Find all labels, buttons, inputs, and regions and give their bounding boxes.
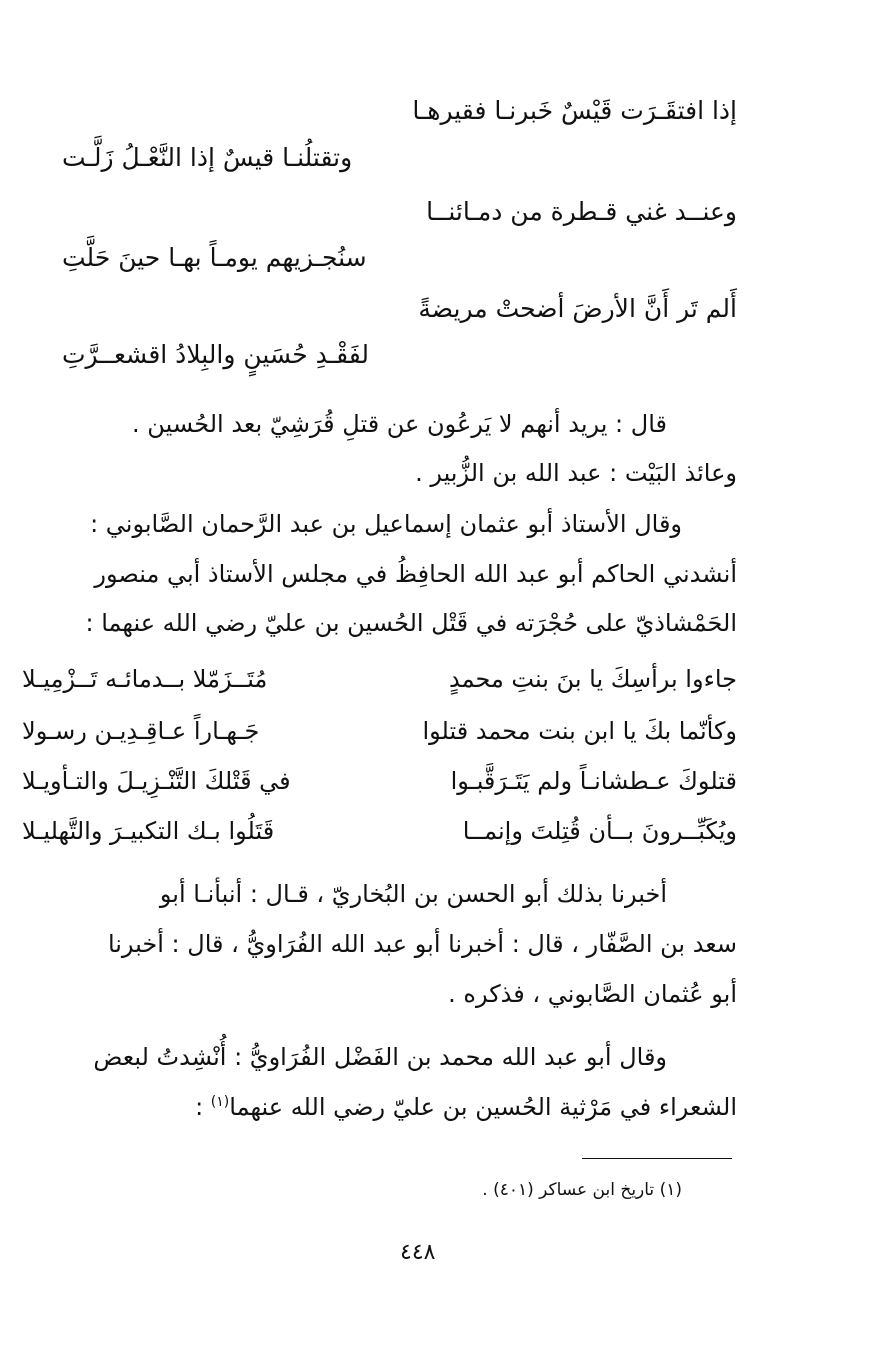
footnote-reference: (١) (210, 1094, 230, 1110)
poem-line-1-left: مُتَــزَمّلا بــدمائـه تَــزْمِيـلا (22, 665, 268, 693)
prose-4-line-1: وقال أبو عبد الله محمد بن الفَضْل الفُرَاويُّ : أُنْشِدتُ لبعض (93, 1043, 667, 1071)
footnote-rule (582, 1158, 732, 1159)
poem-line-2-right: وكأنّما بكَ يا ابن بنت محمد قتلوا (422, 717, 737, 745)
verse-2-first-hemistich: وعنــد غني قـطرة من دمـائنــا (426, 197, 737, 226)
poem-line-4-left: قَتَلُوا بـك التكبيـرَ والتَّهليـلا (22, 817, 275, 845)
poem-line-4-right: ويُكَبِّــرونَ بــأن قُتِلتَ وإنمــا (462, 817, 737, 845)
poem-line-3-left: في قَتْلكَ التَّنْـزِيـلَ والتـأويـلا (22, 767, 291, 795)
prose-2-line-2: أنشدني الحاكم أبو عبد الله الحافِظُ في مجلس الأستاذ أبي منصور (94, 560, 737, 588)
verse-2-second-hemistich: سنُجـزيهم يومـاً بهـا حينَ حَلَّتِ (62, 243, 367, 272)
verse-3-second-hemistich: لفَقْـدِ حُسَينٍ والبِلادُ اقشعــرَّتِ (62, 340, 369, 369)
verse-3-first-hemistich: أَلم تَر أَنَّ الأرضَ أضحتْ مريضةً (418, 294, 737, 323)
prose-4-line-2-end: : (195, 1093, 211, 1121)
poem-line-3-right: قتلوكَ عـطشانـاً ولم يَتَـرَقَّبـوا (450, 767, 737, 795)
verse-1-first-hemistich: إذا افتقَـرَت قَيْسٌ خَبرنـا فقيرهـا (412, 96, 737, 125)
page-number: ٤٤٨ (400, 1240, 436, 1265)
prose-1-line-2: وعائذ البَيْت : عبد الله بن الزُّبير . (415, 459, 737, 487)
poem-line-1-right: جاءوا برأسِكَ يا بنَ بنتِ محمدٍ (448, 665, 737, 693)
prose-2-line-1: وقال الأستاذ أبو عثمان إسماعيل بن عبد الرَّحمان الصَّابوني : (90, 510, 682, 538)
prose-3-line-1: أخبرنا بذلك أبو الحسن بن البُخاريّ ، قـال : أنبأنـا أبو (159, 880, 667, 908)
prose-3-line-2: سعد بن الصَّفّار ، قال : أخبرنا أبو عبد الله الفُرَاويُّ ، قال : أخبرنا (107, 930, 737, 958)
verse-1-second-hemistich: وتقتلُنـا قيسٌ إذا النَّعْـلُ زَلَّـت (62, 143, 353, 172)
prose-4-line-2 (195, 1093, 737, 1121)
prose-4-line-2-text: الشعراء في مَرْثية الحُسين بن عليّ رضي الله عنهما (229, 1093, 737, 1121)
prose-3-line-3: أبو عُثمان الصَّابوني ، فذكره . (448, 980, 737, 1008)
prose-1-line-1: قال : يريد أنهم لا يَرعُون عن قتلِ قُرَشِيّ بعد الحُسين . (132, 410, 667, 438)
footnote: (١) تاريخ ابن عساكر (٤٠١) . (482, 1180, 682, 1200)
poem-line-2-left: جَـهـاراً عـاقِـدِيـن رسـولا (22, 717, 260, 745)
prose-2-line-3: الحَمْشاذيّ على حُجْرَته في قَتْل الحُسين بن عليّ رضي الله عنهما : (85, 609, 737, 637)
